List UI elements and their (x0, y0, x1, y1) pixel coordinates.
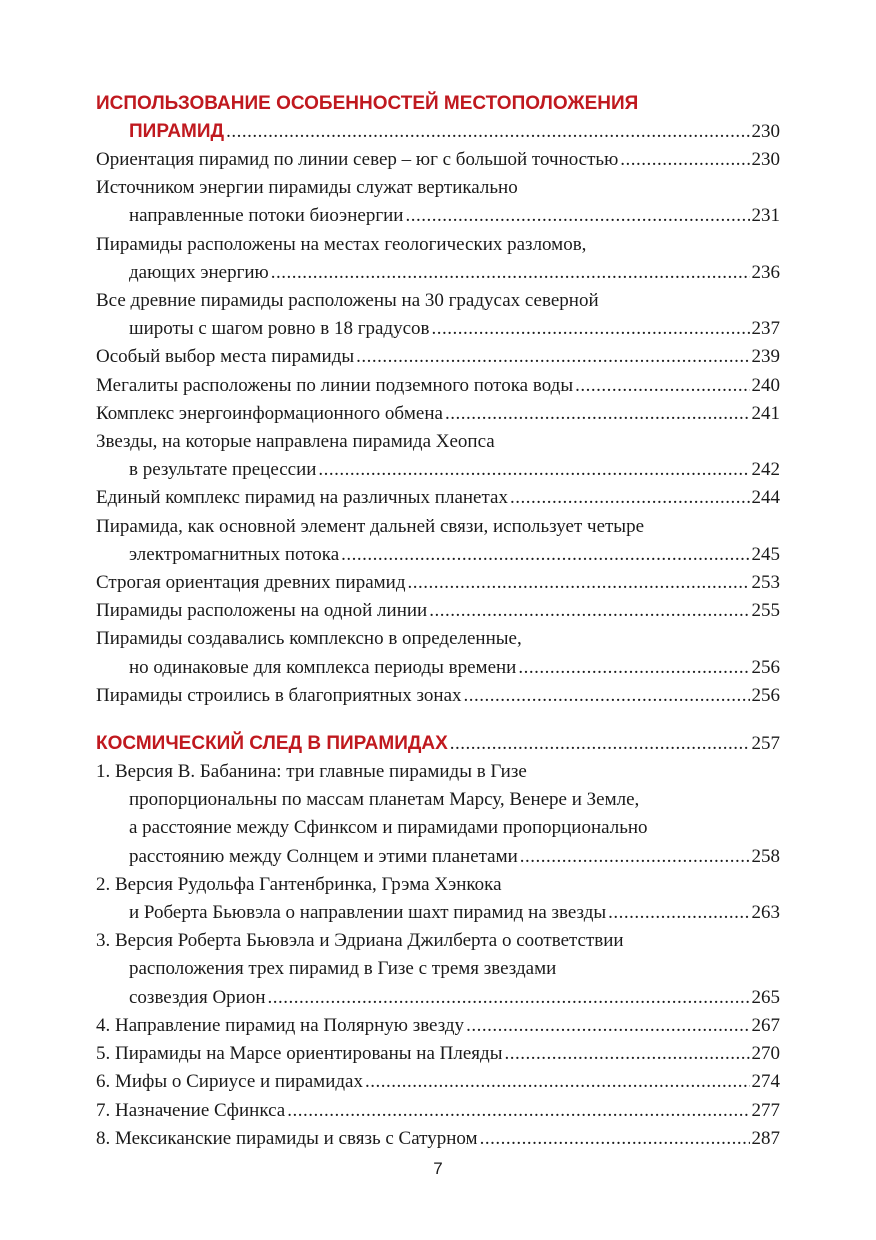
toc-entry-page-number: 240 (751, 374, 780, 396)
dot-leader (450, 730, 750, 758)
dot-leader (365, 1068, 750, 1096)
toc-entry-text: электромагнитных потока (129, 543, 340, 565)
toc-entry-text: Пирамиды создавались комплексно в определенные, (96, 628, 522, 650)
dot-leader (466, 1012, 749, 1040)
toc-entry-text: 7. Назначение Сфинкса (96, 1099, 286, 1121)
toc-entry[interactable] (96, 400, 780, 428)
toc-entry[interactable] (96, 1097, 780, 1125)
dot-leader (271, 259, 750, 287)
toc-entry-text: Звезды, на которые направлена пирамида Хеопса (96, 431, 495, 453)
dot-leader (408, 569, 750, 597)
toc-entry-text: Строгая ориентация древних пирамид (96, 572, 406, 594)
toc-entry-text: Комплекс энергоинформационного обмена (96, 402, 443, 424)
toc-entry-text: Пирамиды строились в благоприятных зонах (96, 684, 462, 706)
toc-entry-page-number: 267 (751, 1014, 780, 1036)
toc-entry-text: 6. Мифы о Сириусе и пирамидах (96, 1071, 363, 1093)
toc-entry-text: Единый комплекс пирамид на различных планетах (96, 487, 508, 509)
toc-entry-text: созвездия Орион (129, 986, 266, 1008)
toc-entry-text: Все древние пирамиды расположены на 30 градусах северной (96, 290, 599, 312)
toc-entry-page-number: 244 (751, 487, 780, 509)
toc-entry-text: 3. Версия Роберта Бьювэла и Эдриана Джилберта о соответствии (96, 930, 624, 952)
toc-entry-page-number: 245 (751, 543, 780, 565)
dot-leader (608, 899, 749, 927)
toc-entry-page-number: 236 (751, 261, 780, 283)
toc-entry[interactable] (96, 287, 780, 343)
section-heading-text: КОСМИЧЕСКИЙ СЛЕД В ПИРАМИДАХ (96, 733, 448, 755)
toc-entry-text: и Роберта Бьювэла о направлении шахт пирамид на звезды (129, 902, 607, 924)
toc-entry-text: Пирамиды расположены на одной линии (96, 600, 428, 622)
toc-entry[interactable] (96, 1040, 780, 1068)
toc-entry-text: Источником энергии пирамиды служат вертикально (96, 177, 518, 199)
toc-entry[interactable] (96, 174, 780, 230)
dot-leader (405, 202, 749, 230)
toc-entry[interactable] (96, 146, 780, 174)
toc-entry[interactable] (96, 428, 780, 484)
dot-leader (226, 118, 749, 146)
dot-leader (464, 682, 750, 710)
toc-entry-text: а расстояние между Сфинксом и пирамидами пропорционально (129, 817, 648, 839)
page-number: 7 (433, 1159, 443, 1178)
toc-entry-text: Мегалиты расположены по линии подземного потока воды (96, 374, 574, 396)
toc-entry-text: расстоянию между Солнцем и этими планетами (129, 845, 518, 867)
dot-leader (318, 456, 749, 484)
toc-entry-page-number: 277 (751, 1099, 780, 1121)
toc-entry[interactable] (96, 1068, 780, 1096)
dot-leader (480, 1125, 750, 1153)
toc-entry-text: 4. Направление пирамид на Полярную звезду (96, 1014, 465, 1036)
section-gap (96, 710, 780, 730)
toc-entry-page-number: 265 (751, 986, 780, 1008)
toc-entry[interactable] (96, 597, 780, 625)
toc-entry-page-number: 270 (751, 1043, 780, 1065)
toc-entry[interactable] (96, 625, 780, 681)
toc-entry-text: направленные потоки биоэнергии (129, 205, 404, 227)
dot-leader (429, 597, 749, 625)
toc-entry[interactable] (96, 343, 780, 371)
toc-entry[interactable] (96, 1125, 780, 1153)
toc-entry[interactable] (96, 484, 780, 512)
toc-entry-text: широты с шагом ровно в 18 градусов (129, 318, 430, 340)
toc-entry[interactable] (96, 372, 780, 400)
toc-entry-page-number: 242 (751, 459, 780, 481)
toc-entry-text: расположения трех пирамид в Гизе с тремя звездами (129, 958, 557, 980)
toc-entry-text: дающих энергию (129, 261, 269, 283)
dot-leader (620, 146, 749, 174)
toc-entry-page-number: 256 (751, 656, 780, 678)
toc-entry-page-number: 287 (751, 1127, 780, 1149)
toc-entry[interactable] (96, 1012, 780, 1040)
dot-leader (510, 484, 750, 512)
toc-entry-text: 8. Мексиканские пирамиды и связь с Сатурном (96, 1127, 478, 1149)
toc-entry-text: Ориентация пирамид по линии север – юг с большой точностью (96, 149, 619, 170)
toc-entry-page-number: 241 (751, 402, 780, 424)
toc-entry-page-number: 230 (751, 149, 780, 170)
section-heading-text: ПИРАМИД (129, 121, 225, 142)
toc-entry-text: 2. Версия Рудольфа Гантенбринка, Грэма Хэнкока (96, 873, 502, 895)
toc-entry-text: Пирамида, как основной элемент дальней связи, использует четыре (96, 515, 645, 537)
toc-entry[interactable] (96, 231, 780, 287)
toc-entry-text: Особый выбор места пирамиды (96, 346, 355, 368)
section-heading-text: ИСПОЛЬЗОВАНИЕ ОСОБЕННОСТЕЙ МЕСТОПОЛОЖЕНИЯ (96, 93, 639, 114)
dot-leader (518, 654, 749, 682)
toc-entry-text: пропорциональны по массам планетам Марсу, Венере и Земле, (129, 789, 640, 811)
toc-entry[interactable] (96, 871, 780, 927)
dot-leader (575, 372, 749, 400)
toc-entry-page-number: 256 (751, 684, 780, 706)
toc-entry-page-number: 237 (751, 318, 780, 340)
toc-entry-page-number: 239 (751, 346, 780, 368)
toc-entry-page-number: 253 (751, 572, 780, 594)
toc-entry-text: но одинаковые для комплекса периоды времени (129, 656, 517, 678)
section-heading[interactable] (96, 730, 780, 758)
toc-entry-text: Пирамиды расположены на местах геологических разломов, (96, 233, 587, 255)
toc-entry-text: 1. Версия В. Бабанина: три главные пирамиды в Гизе (96, 761, 527, 783)
dot-leader (445, 400, 750, 428)
toc-entry[interactable] (96, 758, 780, 871)
toc-entry-page-number: 263 (751, 902, 780, 924)
dot-leader (341, 541, 749, 569)
section-heading[interactable] (96, 90, 780, 146)
toc-entry[interactable] (96, 513, 780, 569)
toc-entry-page-number: 255 (751, 600, 780, 622)
section-page-number: 230 (751, 121, 780, 142)
table-of-contents (96, 90, 780, 1153)
dot-leader (268, 984, 750, 1012)
toc-entry[interactable] (96, 927, 780, 1012)
dot-leader (520, 843, 750, 871)
toc-entry[interactable] (96, 569, 780, 597)
toc-entry[interactable] (96, 682, 780, 710)
toc-entry-page-number: 274 (751, 1071, 780, 1093)
toc-entry-page-number: 231 (751, 205, 780, 227)
dot-leader (504, 1040, 749, 1068)
toc-entry-text: 5. Пирамиды на Марсе ориентированы на Плеяды (96, 1043, 503, 1065)
dot-leader (356, 343, 749, 371)
section-page-number: 257 (751, 733, 780, 755)
toc-entry-text: в результате прецессии (129, 459, 317, 481)
dot-leader (432, 315, 750, 343)
dot-leader (287, 1097, 749, 1125)
toc-entry-page-number: 258 (751, 845, 780, 867)
